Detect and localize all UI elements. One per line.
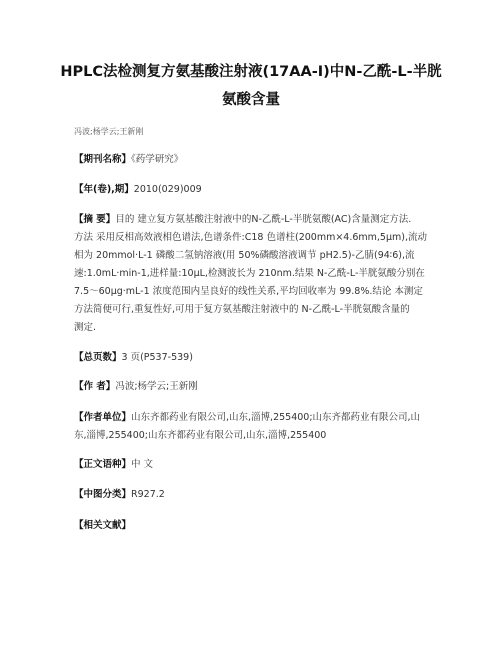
language-field — [74, 455, 434, 474]
pages-field — [74, 348, 434, 367]
abstract-line: 速:1.0mL·min-1,进样量:10μL,检测波长为 210nm.结果 N-乙酰-L-半胱氨酸分别在 — [74, 268, 425, 279]
abstract-line: 方法简便可行,重复性好,可用于复方氨基酸注射液中的 N-乙酰-L-半胱氨酸含量的 — [74, 304, 410, 315]
language-label: 【正文语种】 — [74, 459, 132, 470]
document-title-line-1: HPLC法检测复方氨基酸注射液(17AA-Ⅰ)中N-乙酰-L-半胱 — [60, 64, 442, 80]
classification-field — [74, 485, 434, 504]
pages-value: 3 页(P537-539) — [121, 352, 193, 363]
authors-value: 冯波;杨学云;王新刚 — [115, 381, 198, 392]
abstract-line: 【摘 要】目的 建立复方氨基酸注射液中的N-乙酰-L-半胱氨酸(AC)含量测定方法. — [74, 214, 412, 225]
year-value: 2010(029)009 — [133, 184, 202, 195]
abstract-line: 相为 20mmol·L-1 磷酸二氢钠溶液(用 50%磷酸溶液调节 pH2.5)-乙腈(94∶6),流 — [74, 250, 415, 261]
journal-value: 《药学研究》 — [131, 154, 184, 165]
affiliation-line: 东,淄博,255400;山东齐都药业有限公司,山东,淄博,255400 — [74, 430, 327, 441]
related-label: 【相关文献】 — [74, 520, 132, 531]
authors-label: 【作 者】 — [74, 381, 116, 392]
language-value: 中 文 — [131, 459, 154, 470]
journal-label: 【期刊名称】 — [74, 154, 132, 165]
affiliation-label: 【作者单位】 — [74, 412, 132, 423]
abstract-line: 方法 采用反相高效液相色谱法,色谱条件:C18 色谱柱(200mm×4.6mm,5μm),流动 — [74, 232, 427, 243]
pages-label: 【总页数】 — [74, 352, 122, 363]
abstract-label: 【摘 要】 — [74, 214, 116, 225]
journal-field — [74, 150, 434, 169]
abstract-line: 7.5～60μg·mL-1 浓度范围内呈良好的线性关系,平均回收率为 99.8%.结论 本测定 — [74, 286, 423, 297]
affiliation-line: 【作者单位】山东齐都药业有限公司,山东,淄博,255400;山东齐都药业有限公司,山 — [74, 412, 421, 423]
authors-field — [74, 377, 434, 396]
related-field — [74, 516, 434, 535]
abstract-line: 测定. — [74, 322, 97, 333]
classification-value: R927.2 — [131, 489, 165, 500]
classification-label: 【中图分类】 — [74, 489, 132, 500]
document-title-line-2: 氨酸含量 — [222, 92, 280, 108]
year-label: 【年(卷),期】 — [74, 184, 134, 195]
author-byline: 冯波;杨学云;王新刚 — [74, 127, 144, 136]
year-field — [74, 180, 434, 199]
